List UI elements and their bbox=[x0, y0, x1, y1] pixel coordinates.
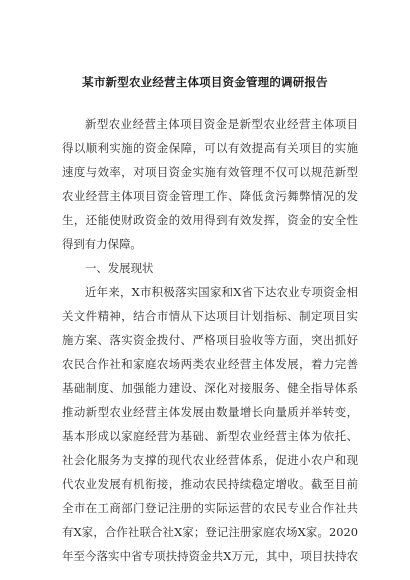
paragraph-line: 社会化服务为支撑的现代农业经营体系，促进小农户和现 bbox=[62, 453, 358, 467]
paragraph-line: 速度与效率，对项目资金实施有效管理不仅可以规范新型 bbox=[62, 165, 358, 179]
paragraph-line: 施方案、落实资金拨付、严格项目验收等方面，突出抓好 bbox=[62, 333, 358, 347]
paragraph-line: 农民合作社和家庭农场两类农业经营主体发展，着力完善 bbox=[62, 357, 358, 371]
paragraph-line: 新型农业经营主体项目资金是新型农业经营主体项目 bbox=[85, 117, 358, 131]
document-title: 某市新型农业经营主体项目资金管理的调研报告 bbox=[82, 75, 328, 89]
paragraph-line: 有X家，合作社联合社X家；登记注册家庭农场X家。2020 bbox=[62, 525, 358, 539]
paragraph-line: 得以顺利实施的资金保障，可以有效提高有关项目的实施 bbox=[62, 141, 358, 155]
paragraph-line: 关文件精神，结合市情从下达项目计划指标、制定项目实 bbox=[62, 309, 358, 323]
paragraph-line: 基本形成以家庭经营为基础、新型农业经营主体为依托、 bbox=[62, 429, 358, 443]
paragraph-line: 农业经营主体项目资金管理工作、降低贪污舞弊情况的发 bbox=[62, 189, 358, 203]
document-body bbox=[62, 112, 358, 568]
paragraph-line: 基础制度、加强能力建设、深化对接服务、健全指导体系 bbox=[62, 381, 358, 395]
paragraph-line: 全市在工商部门登记注册的实际运营的农民专业合作社共 bbox=[62, 501, 358, 515]
paragraph-line: 年至今落实中省专项扶持资金共X万元，其中，项目扶持农 bbox=[62, 549, 358, 563]
paragraph-line: 近年来，X市积极落实国家和X省下达农业专项资金相 bbox=[85, 285, 358, 299]
paragraph-line: 生，还能使财政资金的效用得到有效发挥，资金的安全性 bbox=[62, 213, 358, 227]
section-heading: 一、发展现状 bbox=[85, 261, 154, 275]
paragraph-line: 代农业发展有机衔接，推动农民持续稳定增收。截至目前 bbox=[62, 477, 358, 491]
paragraph-line: 推动新型农业经营主体发展由数量增长向量质并举转变， bbox=[62, 405, 358, 419]
paragraph-line: 得到有力保障。 bbox=[62, 237, 142, 251]
